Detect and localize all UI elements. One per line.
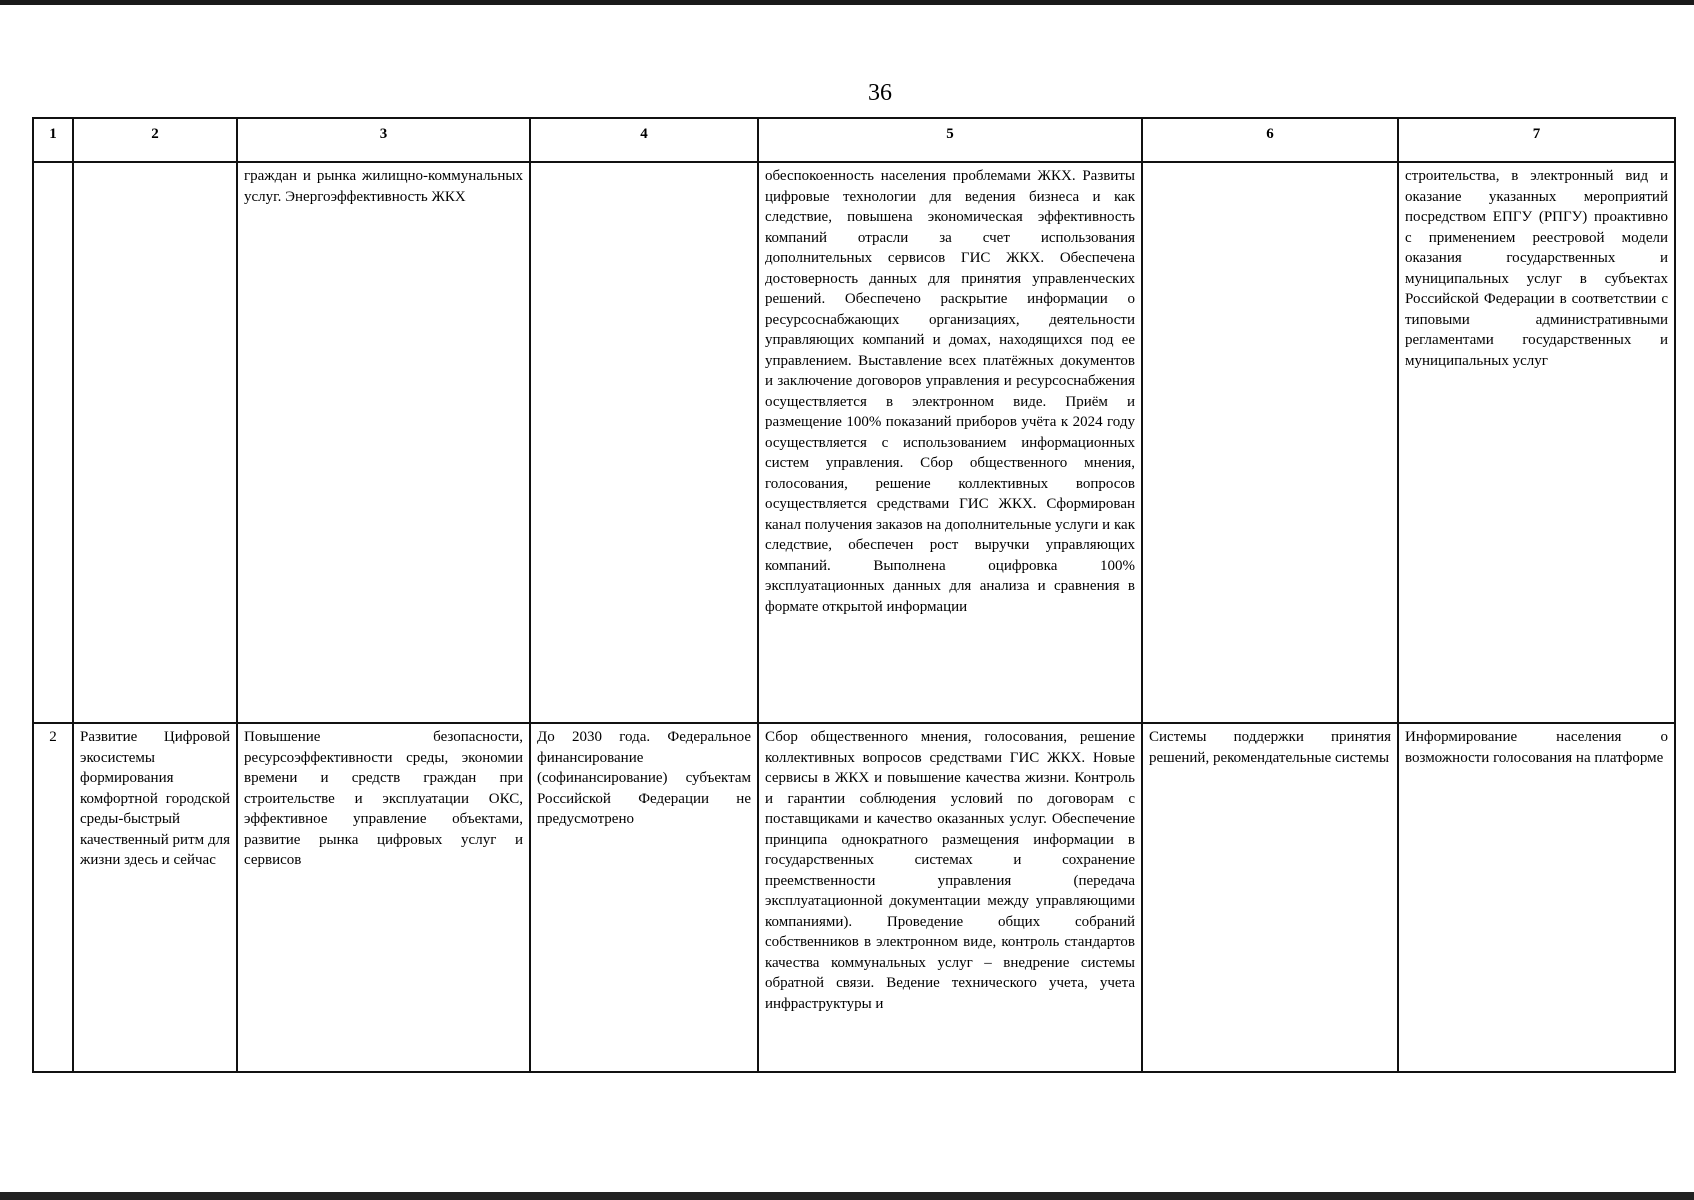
table-header-row: [33, 118, 1675, 162]
cell-title: Развитие Цифровой экосистемы формирования комфортной городской среды-быстрый качественный ритм для жизни здесь и сейчас: [73, 723, 237, 1072]
cell-measures: строительства, в электронный вид и оказание указанных мероприятий посредством ЕПГУ (РПГУ) проактивно с применением реестровой модели оказания государственных и муниципальных услуг в субъектах Российской Федерации в соответствии с типовыми административными регламентами государственных и муниципальных услуг: [1398, 162, 1675, 723]
column-header-4: 4: [530, 118, 758, 162]
cell-technologies: Системы поддержки принятия решений, рекомендательные системы: [1142, 723, 1398, 1072]
cell-number: 2: [33, 723, 73, 1072]
column-header-2: 2: [73, 118, 237, 162]
table-row: [33, 723, 1675, 1072]
cell-terms: До 2030 года. Федеральное финансирование (софинансирование) субъектам Российской Федерации не предусмотрено: [530, 723, 758, 1072]
cell-results: Сбор общественного мнения, голосования, решение коллективных вопросов средствами ГИС ЖКХ. Новые сервисы в ЖКХ и повышение качества жизни. Контроль и гарантии соблюдения условий по договорам с поставщиками и качество оказанных услуг. Обеспечение принципа однократного размещения информации в государственных системах и сохранение преемственности управления (передача эксплуатационной документации между управляющими компаниями). Проведение общих собраний собственников в электронном виде, контроль стандартов качества коммунальных услуг – внедрение системы обратной связи. Ведение технического учета, учета инфраструктуры и: [758, 723, 1142, 1072]
scan-bottom-edge: [0, 1192, 1694, 1200]
cell-goal: Повышение безопасности, ресурсоэффективности среды, экономии времени и средств граждан при строительстве и эксплуатации ОКС, эффективное управление объектами, развитие рынка цифровых услуг и сервисов: [237, 723, 530, 1072]
column-header-5: 5: [758, 118, 1142, 162]
cell-terms: [530, 162, 758, 723]
cell-measures: Информирование населения о возможности голосования на платформе: [1398, 723, 1675, 1072]
column-header-7: 7: [1398, 118, 1675, 162]
cell-technologies: [1142, 162, 1398, 723]
table-row: [33, 162, 1675, 723]
column-header-3: 3: [237, 118, 530, 162]
cell-number: [33, 162, 73, 723]
cell-goal: граждан и рынка жилищно-коммунальных услуг. Энергоэффективность ЖКХ: [237, 162, 530, 723]
column-header-6: 6: [1142, 118, 1398, 162]
document-table: [32, 117, 1676, 1073]
cell-title: [73, 162, 237, 723]
page-number: 36: [868, 80, 892, 106]
column-header-1: 1: [33, 118, 73, 162]
scan-top-edge: [0, 0, 1694, 5]
cell-results: обеспокоенность населения проблемами ЖКХ. Развиты цифровые технологии для ведения бизнеса и как следствие, повышена экономическая эффективность компаний отрасли за счет использования дополнительных сервисов ГИС ЖКХ. Обеспечена достоверность данных для принятия управленческих решений. Обеспечено раскрытие информации о ресурсоснабжающих организациях, деятельности управляющих компаний и домах, находящихся под ее управлением. Выставление всех платёжных документов и заключение договоров управления и ресурсоснабжения осуществляется в электронном виде. Приём и размещение 100% показаний приборов учёта к 2024 году осуществляется с использованием информационных систем управления. Сбор общественного мнения, голосования, решение коллективных вопросов осуществляется средствами ГИС ЖКХ. Сформирован канал получения заказов на дополнительные услуги и как следствие, обеспечен рост выручки управляющих компаний. Выполнена оцифровка 100% эксплуатационных данных для анализа и сравнения в формате открытой информации: [758, 162, 1142, 723]
